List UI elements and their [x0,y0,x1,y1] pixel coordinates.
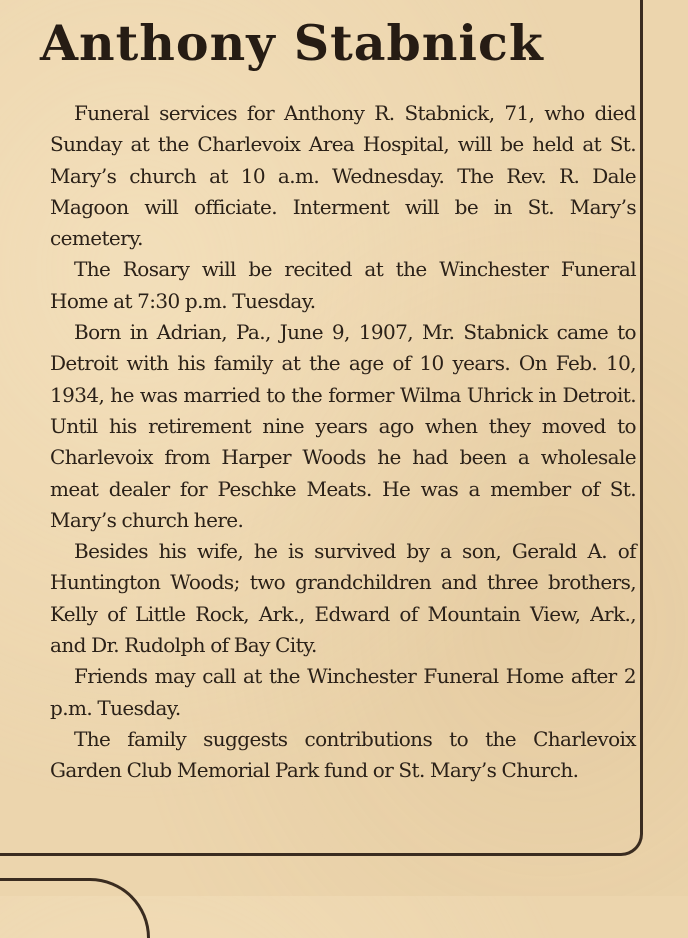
obituary-body [50,98,636,787]
paragraph-visitation: Friends may call at the Winchester Funeral Home after 2 p.m. Tuesday. [50,664,636,720]
paragraph-biography: Born in Adrian, Pa., June 9, 1907, Mr. Stabnick came to Detroit with his family at the age of 10 years. On Feb. 10, 1934, he was married to the former Wilma Uhrick in Detroit. Until his retirement nine years ago when they moved to Charlevoix from Harper Woods he had been a wholesale meat dealer for Peschke Meats. He was a member of St. Mary’s church here. [50,320,636,532]
obituary-headline: Anthony Stabnick [40,14,544,72]
column-rule-bottom [0,853,620,856]
column-rule-corner [616,830,643,856]
paragraph-survivors: Besides his wife, he is survived by a son, Gerald A. of Huntington Woods; two grandchildren and three brothers, Kelly of Little Rock, Ark., Edward of Mountain View, Ark., and Dr. Rudolph of Bay City. [50,539,636,658]
column-rule-right [640,0,643,834]
paragraph-rosary: The Rosary will be recited at the Winchester Funeral Home at 7:30 p.m. Tuesday. [50,257,636,313]
adjacent-article-border [0,878,150,938]
paragraph-contributions: The family suggests contributions to the Charlevoix Garden Club Memorial Park fund or St. Mary’s Church. [50,726,636,783]
paragraph-funeral-services: Funeral services for Anthony R. Stabnick, 71, who died Sunday at the Charlevoix Area Hospital, will be held at St. Mary’s church at 10 a.m. Wednesday. The Rev. R. Dale Magoon will officiate. Interment will be in St. Mary’s cemetery. [50,101,636,251]
